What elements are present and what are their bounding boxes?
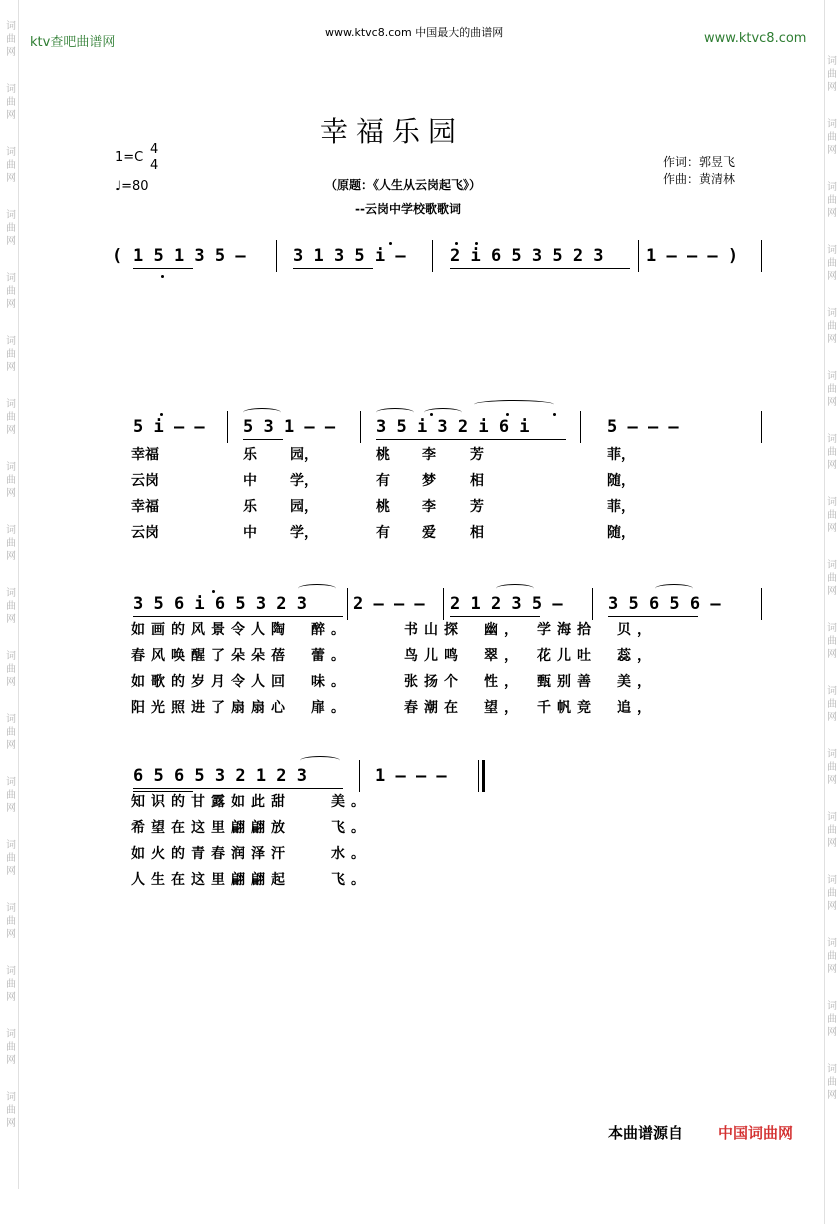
watermark-char: 曲 [827,510,837,521]
time-signature [150,142,158,174]
watermark-char: 词 [6,840,16,851]
watermark-group [825,496,839,535]
header-center-url: www.ktvc8.com [325,26,412,39]
time-top: 4 [150,142,159,157]
intro-measure-2: 3 1 3 5 i – [293,246,406,266]
watermark-char: 词 [6,273,16,284]
barline [761,240,762,272]
watermark-char: 曲 [6,349,16,360]
slur-mark [496,584,534,593]
watermark-char: 网 [827,523,837,534]
watermark-group [825,307,839,346]
lyric-word: 园， [290,499,318,515]
watermark-char: 词 [827,875,837,886]
header-center [325,24,503,40]
watermark-group [825,685,839,724]
watermark-char: 网 [6,47,16,58]
watermark-char: 曲 [6,475,16,486]
watermark-char: 词 [827,686,837,697]
barline [432,240,433,272]
watermark-char: 曲 [827,132,837,143]
lyric-line: 如火的青春润泽汗 水。 [131,846,371,862]
watermark-group [4,650,18,689]
watermark-char: 曲 [827,825,837,836]
high-octave-dot [475,242,478,245]
watermark-char: 词 [827,749,837,760]
watermark-group [4,398,18,437]
watermark-char: 曲 [6,1042,16,1053]
low-octave-dot [161,275,164,278]
lyric-word: 李 [422,447,436,463]
watermark-char: 网 [827,271,837,282]
lyric-word: 芳 [470,447,484,463]
watermark-group [4,146,18,185]
intro-measure-3: 2 i 6 5 3 5 2 3 [450,246,604,266]
lyric-line: 如画的风景令人陶 醉。 书山探 幽， 学海拾 贝， [131,622,657,638]
watermark-char: 词 [6,84,16,95]
watermark-char: 词 [6,651,16,662]
watermark-group [4,1091,18,1130]
watermark-char: 网 [827,1027,837,1038]
intro-measure-1: 1 5 1 3 5 – [133,246,246,266]
watermark-char: 网 [6,362,16,373]
measure-10: 1 – – – [375,766,447,786]
watermark-group [4,776,18,815]
barline [761,588,762,620]
lyric-word: 芳 [470,499,484,515]
tempo-marking [115,179,149,194]
barline [478,760,479,792]
beam-line [293,268,373,269]
slur-mark [243,408,281,417]
watermark-group [4,272,18,311]
watermark-char: 词 [827,56,837,67]
lyric-word: 云岗 [131,525,159,541]
watermark-char: 曲 [6,664,16,675]
watermark-group [825,433,839,472]
watermark-char: 曲 [827,195,837,206]
watermark-char: 曲 [827,1077,837,1088]
watermark-char: 词 [827,245,837,256]
watermark-char: 网 [827,586,837,597]
watermark-char: 词 [827,434,837,445]
watermark-group [4,587,18,626]
song-title: 幸福乐园 [320,115,465,148]
watermark-char: 网 [827,334,837,345]
watermark-char: 词 [827,1064,837,1075]
watermark-char: 曲 [6,34,16,45]
lyric-word: 有 [376,473,390,489]
watermark-group [825,1063,839,1102]
lyric-word: 菲， [607,447,635,463]
high-octave-dot [455,242,458,245]
watermark-char: 网 [6,110,16,121]
quarter-note-icon: ♩ [115,179,122,194]
watermark-char: 曲 [6,538,16,549]
intro-open-paren: ( [112,246,123,266]
watermark-char: 词 [827,1001,837,1012]
watermark-char: 网 [827,397,837,408]
watermark-char: 词 [6,1029,16,1040]
watermark-group [4,524,18,563]
watermark-char: 网 [6,929,16,940]
barline [580,411,581,443]
watermark-char: 网 [827,649,837,660]
watermark-char: 词 [827,371,837,382]
watermark-char: 网 [6,299,16,310]
watermark-char: 词 [6,714,16,725]
watermark-group [825,1000,839,1039]
barline [227,411,228,443]
measure-9: 6 5 6 5 3 2 1 2 3 [133,766,307,786]
watermark-group [4,83,18,122]
lyric-word: 云岗 [131,473,159,489]
watermark-char: 网 [827,145,837,156]
lyric-word: 相 [470,473,484,489]
watermark-char: 网 [6,677,16,688]
lyric-word: 学， [290,525,318,541]
measure-1: 5 i – – [133,417,205,437]
watermark-char: 网 [6,614,16,625]
barline [443,588,444,620]
watermark-group [825,55,839,94]
lyricist: 作词：郭昱飞 [663,155,736,169]
measure-5: 3 5 6 i 6 5 3 2 3 [133,594,307,614]
watermark-char: 曲 [827,888,837,899]
lyric-line: 知识的甘露如此甜 美。 [131,794,371,810]
watermark-char: 词 [827,812,837,823]
lyric-word: 李 [422,499,436,515]
lyric-line: 希望在这里翩翩放 飞。 [131,820,371,836]
original-title: （原题：《人生从云岗起飞》） [325,178,482,192]
watermark-char: 网 [6,740,16,751]
watermark-char: 曲 [6,601,16,612]
watermark-char: 网 [827,712,837,723]
lyric-word: 乐 [243,447,257,463]
measure-4: 5 – – – [607,417,679,437]
measure-3: 3 5 i 3 2 i 6 i [376,417,530,437]
watermark-char: 网 [827,901,837,912]
lyric-word: 幸福 [131,499,159,515]
beam-line [376,439,566,440]
watermark-char: 网 [827,964,837,975]
beam-line [133,268,193,269]
watermark-char: 曲 [6,412,16,423]
lyric-word: 有 [376,525,390,541]
high-octave-dot [553,413,556,416]
watermark-char: 网 [6,488,16,499]
high-octave-dot [506,413,509,416]
watermark-char: 网 [6,551,16,562]
watermark-char: 曲 [6,916,16,927]
watermark-group [825,181,839,220]
watermark-char: 网 [6,236,16,247]
measure-8: 3 5 6 5 6 – [608,594,721,614]
watermark-char: 网 [6,425,16,436]
lyric-word: 相 [470,525,484,541]
watermark-group [825,118,839,157]
measure-6: 2 – – – [353,594,425,614]
beam-line [243,439,283,440]
watermark-char: 曲 [6,160,16,171]
lyric-line: 如歌的岁月令人回 味。 张扬个 性， 甄别善 美， [131,674,657,690]
watermark-char: 词 [6,777,16,788]
watermark-char: 网 [6,1055,16,1066]
watermark-char: 曲 [827,258,837,269]
watermark-char: 词 [827,560,837,571]
footer-source-label: 本曲谱源自 [608,1124,684,1142]
watermark-char: 曲 [827,321,837,332]
lyric-word: 桃 [376,499,390,515]
watermark-char: 曲 [827,384,837,395]
right-watermark-column [824,0,839,1224]
watermark-char: 曲 [827,1014,837,1025]
header-site-right: www.ktvc8.com [704,31,807,46]
watermark-char: 网 [827,208,837,219]
watermark-group [4,461,18,500]
left-watermark-column [4,0,19,1189]
watermark-char: 网 [6,173,16,184]
watermark-char: 曲 [6,853,16,864]
high-octave-dot [430,413,433,416]
watermark-char: 词 [6,1092,16,1103]
watermark-char: 曲 [827,447,837,458]
watermark-char: 曲 [6,979,16,990]
watermark-char: 网 [827,460,837,471]
slur-mark [376,408,414,417]
watermark-char: 曲 [827,762,837,773]
watermark-group [825,748,839,787]
watermark-char: 曲 [6,97,16,108]
watermark-group [4,839,18,878]
watermark-char: 网 [827,1090,837,1101]
watermark-char: 词 [827,938,837,949]
watermark-char: 词 [827,182,837,193]
watermark-group [4,713,18,752]
lyric-word: 随， [607,473,635,489]
watermark-group [4,335,18,374]
barline [359,760,360,792]
watermark-char: 网 [6,992,16,1003]
slur-mark [298,584,336,593]
watermark-group [825,937,839,976]
watermark-group [825,622,839,661]
watermark-group [4,965,18,1004]
watermark-char: 网 [827,82,837,93]
watermark-char: 词 [6,903,16,914]
watermark-char: 词 [6,588,16,599]
tempo-value: =80 [121,179,149,194]
lyric-word: 中 [243,473,257,489]
lyric-word: 随， [607,525,635,541]
high-octave-dot [160,413,163,416]
watermark-char: 曲 [6,286,16,297]
watermark-char: 词 [6,336,16,347]
watermark-char: 曲 [827,573,837,584]
composer: 作曲：黄清林 [663,172,736,186]
watermark-char: 曲 [6,223,16,234]
watermark-char: 词 [827,119,837,130]
watermark-group [825,811,839,850]
watermark-group [825,559,839,598]
watermark-char: 曲 [6,1105,16,1116]
watermark-char: 网 [827,838,837,849]
watermark-char: 词 [827,497,837,508]
watermark-char: 词 [827,623,837,634]
lyric-word: 幸福 [131,447,159,463]
watermark-char: 曲 [827,69,837,80]
slur-mark [300,756,340,765]
watermark-char: 词 [6,462,16,473]
lyric-word: 乐 [243,499,257,515]
barline [276,240,277,272]
barline [347,588,348,620]
watermark-char: 词 [6,399,16,410]
watermark-char: 曲 [6,727,16,738]
watermark-char: 曲 [827,699,837,710]
lyric-word: 梦 [422,473,436,489]
slur-mark [655,584,693,593]
watermark-char: 曲 [6,790,16,801]
header-center-text: 中国最大的曲谱网 [415,26,504,39]
watermark-char: 曲 [827,636,837,647]
lyric-line: 阳光照进了扇扇心 扉。 春潮在 望， 千帆竞 追， [131,700,657,716]
barline [360,411,361,443]
measure-7: 2 1 2 3 5 – [450,594,563,614]
header-site-left: ktv查吧曲谱网 [30,35,116,50]
watermark-char: 网 [827,775,837,786]
barline [638,240,639,272]
lyric-word: 桃 [376,447,390,463]
slur-mark [474,400,554,409]
high-octave-dot [389,242,392,245]
lyric-word: 中 [243,525,257,541]
watermark-group [825,244,839,283]
high-octave-dot [212,590,215,593]
watermark-char: 词 [6,966,16,977]
lyric-word: 菲， [607,499,635,515]
barline [592,588,593,620]
watermark-char: 网 [6,803,16,814]
watermark-char: 词 [6,21,16,32]
key-signature: 1=C [115,150,144,165]
lyric-word: 园， [290,447,318,463]
lyric-word: 学， [290,473,318,489]
final-barline [482,760,485,792]
watermark-char: 网 [6,1118,16,1129]
watermark-group [825,874,839,913]
watermark-char: 词 [827,308,837,319]
beam-line [450,268,630,269]
watermark-char: 曲 [827,951,837,962]
watermark-char: 网 [6,866,16,877]
subtitle: --云岗中学校歌歌词 [355,202,461,216]
lyric-line: 春风唤醒了朵朵蓓 蕾。 鸟儿鸣 翠， 花儿吐 蕊， [131,648,657,664]
watermark-group [4,1028,18,1067]
intro-measure-4: 1 – – – ) [646,246,739,266]
footer-source-site[interactable]: 中国词曲网 [718,1124,794,1142]
lyric-line: 人生在这里翩翩起 飞。 [131,872,371,888]
watermark-group [4,20,18,59]
measure-2: 5 3 1 – – [243,417,336,437]
barline [761,411,762,443]
watermark-group [4,209,18,248]
watermark-group [825,370,839,409]
time-bottom: 4 [150,158,159,173]
watermark-char: 词 [6,210,16,221]
watermark-char: 词 [6,147,16,158]
lyric-word: 爱 [422,525,436,541]
watermark-group [4,902,18,941]
watermark-char: 词 [6,525,16,536]
